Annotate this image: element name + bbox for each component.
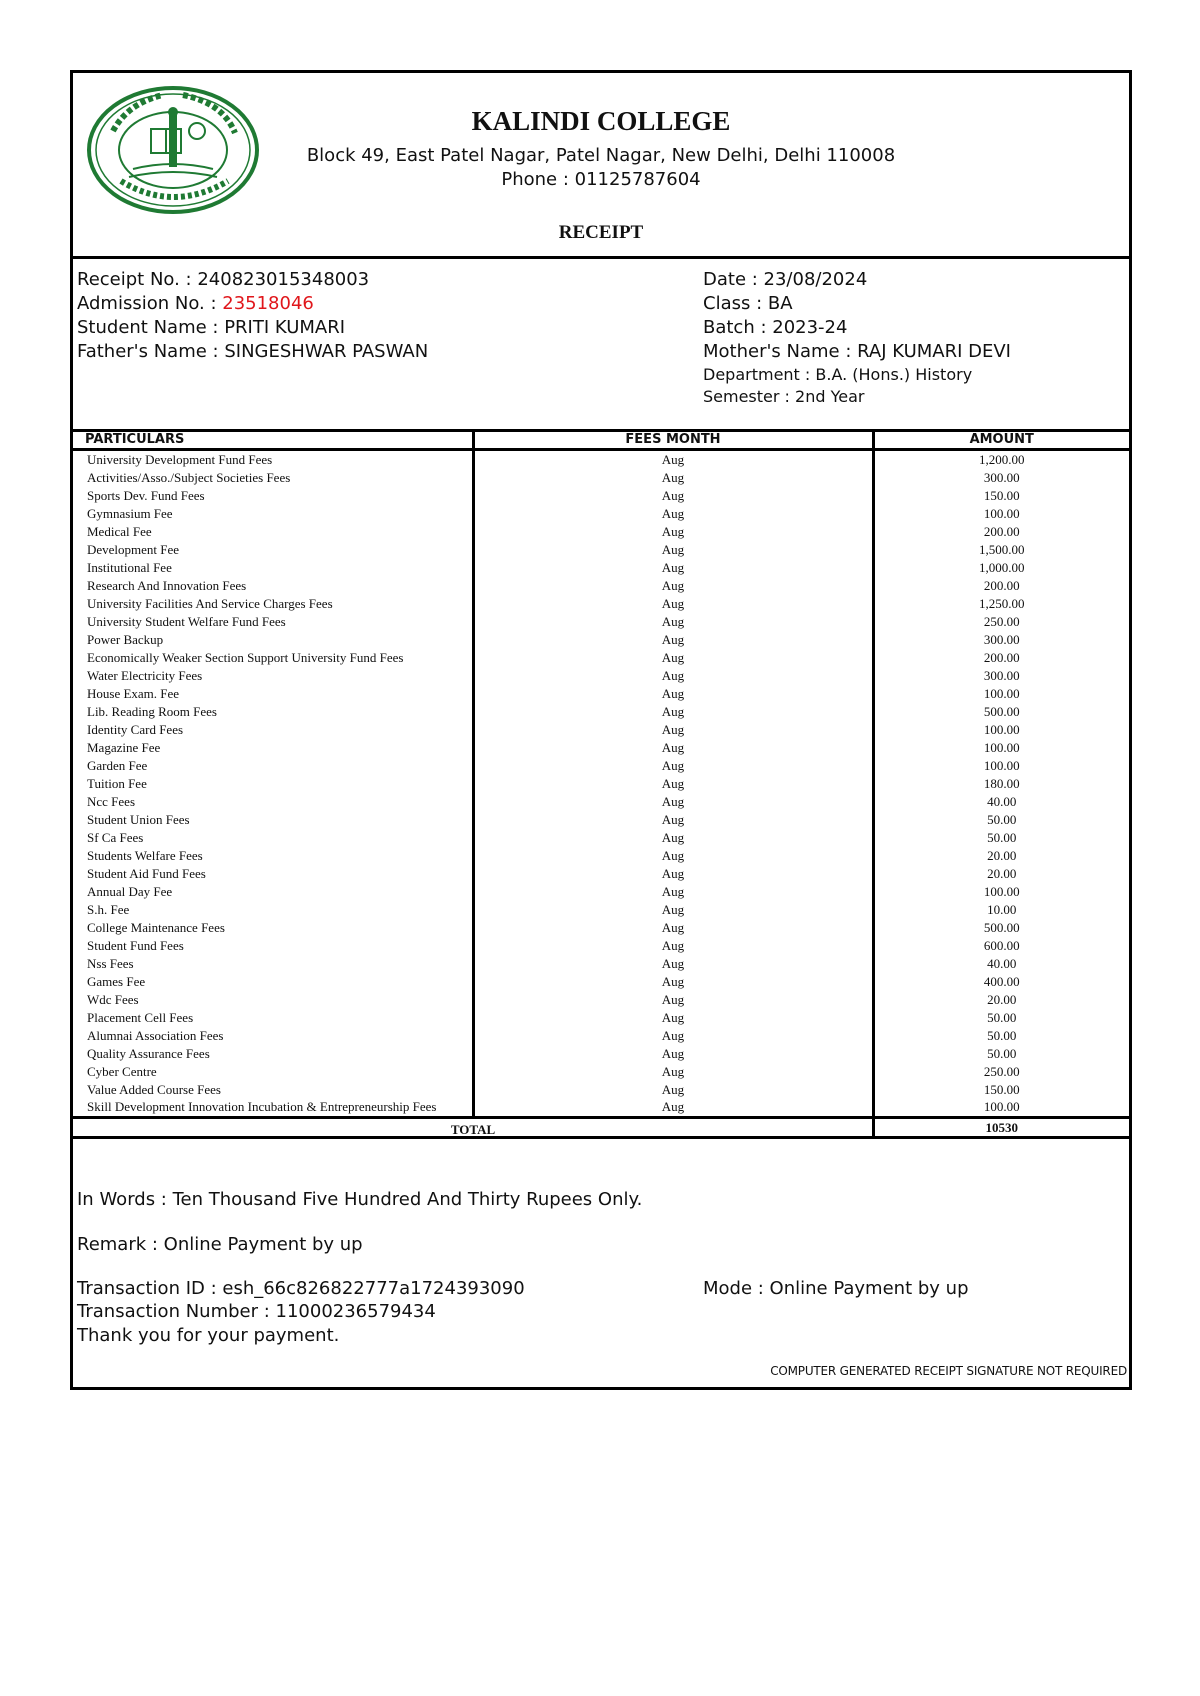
fee-amount: 100.00 [983,1099,1020,1114]
fee-particular: Nss Fees [73,955,473,973]
fee-amount: 300.00 [983,470,1020,485]
fee-month: Aug [473,631,873,649]
fee-amount: 50.00 [987,1046,1017,1061]
fee-amount: 100.00 [983,686,1020,701]
fee-particular: Magazine Fee [73,739,473,757]
fee-month: Aug [473,847,873,865]
fee-month: Aug [473,1027,873,1045]
fee-amount: 10.00 [987,902,1017,917]
fee-month: Aug [473,973,873,991]
fee-amount: 300.00 [983,632,1020,647]
table-row [73,541,1129,559]
fee-particular: University Development Fund Fees [73,450,473,470]
fee-particular: Value Added Course Fees [73,1081,473,1099]
receipt-header [73,73,1129,259]
fees-table-body [73,450,1129,1118]
table-row [73,559,1129,577]
fee-month: Aug [473,649,873,667]
fee-particular: Institutional Fee [73,559,473,577]
fee-particular: Sports Dev. Fund Fees [73,487,473,505]
fee-amount: 1,200.00 [979,452,1025,467]
thank-you-note: Thank you for your payment. [77,1325,340,1346]
column-header-particulars: PARTICULARS [73,432,473,450]
fee-particular: Development Fee [73,541,473,559]
fee-month: Aug [473,505,873,523]
table-row [73,775,1129,793]
class: Class : BA [703,293,793,314]
fee-month: Aug [473,757,873,775]
total-amount: 10530 [873,1118,1129,1138]
fee-month: Aug [473,883,873,901]
fee-amount: 1,500.00 [979,542,1025,557]
table-row [73,793,1129,811]
table-row [73,1063,1129,1081]
fee-amount: 100.00 [983,722,1020,737]
fee-month: Aug [473,559,873,577]
fee-amount: 150.00 [983,1082,1020,1097]
remark: Remark : Online Payment by up [77,1234,363,1255]
fee-month: Aug [473,721,873,739]
fee-month: Aug [473,1045,873,1063]
fee-month: Aug [473,487,873,505]
table-row [73,469,1129,487]
fee-amount: 20.00 [987,992,1017,1007]
fee-amount: 150.00 [983,488,1020,503]
fee-month: Aug [473,523,873,541]
department: Department : B.A. (Hons.) History [703,365,973,384]
table-row [73,955,1129,973]
table-row [73,847,1129,865]
table-row [73,703,1129,721]
fee-amount: 200.00 [983,524,1020,539]
fee-month: Aug [473,793,873,811]
fee-amount: 200.00 [983,578,1020,593]
fee-particular: Research And Innovation Fees [73,577,473,595]
table-row [73,577,1129,595]
fee-particular: Annual Day Fee [73,883,473,901]
table-row [73,487,1129,505]
student-info-section [73,259,1129,432]
fee-month: Aug [473,685,873,703]
table-row [73,901,1129,919]
college-address: Block 49, East Patel Nagar, Patel Nagar, New Delhi, Delhi 110008 [306,145,896,166]
table-row [73,1099,1129,1118]
fee-particular: Garden Fee [73,757,473,775]
fee-particular: Skill Development Innovation Incubation & Entrepreneurship Fees [73,1099,473,1118]
fee-amount: 250.00 [983,614,1020,629]
table-row [73,1027,1129,1045]
fee-particular: Lib. Reading Room Fees [73,703,473,721]
table-row [73,937,1129,955]
fee-amount: 100.00 [983,758,1020,773]
fee-amount: 300.00 [983,668,1020,683]
fee-month: Aug [473,595,873,613]
fee-amount: 500.00 [983,920,1020,935]
fee-particular: Medical Fee [73,523,473,541]
payment-mode: Mode : Online Payment by up [703,1278,969,1299]
table-row [73,613,1129,631]
fee-particular: Power Backup [73,631,473,649]
fee-month: Aug [473,775,873,793]
fee-amount: 100.00 [983,884,1020,899]
fee-month: Aug [473,955,873,973]
column-header-fees-month: FEES MONTH [473,432,873,450]
admission-number-label: Admission No. : [77,293,223,314]
table-row [73,631,1129,649]
fees-table [73,432,1129,1139]
student-name: Student Name : PRITI KUMARI [77,317,346,338]
fee-amount: 1,000.00 [979,560,1025,575]
fee-amount: 40.00 [987,956,1017,971]
fee-particular: Alumnai Association Fees [73,1027,473,1045]
fee-amount: 180.00 [983,776,1020,791]
fee-particular: Placement Cell Fees [73,1009,473,1027]
fee-amount: 400.00 [983,974,1020,989]
fee-particular: Tuition Fee [73,775,473,793]
fee-amount: 250.00 [983,1064,1020,1079]
fee-month: Aug [473,667,873,685]
table-row [73,865,1129,883]
fee-month: Aug [473,829,873,847]
receipt [70,70,1132,1390]
table-row [73,649,1129,667]
table-row [73,721,1129,739]
fee-amount: 20.00 [987,866,1017,881]
fee-month: Aug [473,991,873,1009]
table-row [73,450,1129,470]
fee-month: Aug [473,865,873,883]
table-header-row [73,432,1129,450]
fee-amount: 50.00 [987,1028,1017,1043]
table-row [73,523,1129,541]
fee-particular: Identity Card Fees [73,721,473,739]
receipt-number: Receipt No. : 240823015348003 [77,269,370,290]
mother-name: Mother's Name : RAJ KUMARI DEVI [703,341,1011,362]
fee-month: Aug [473,541,873,559]
fee-particular: Gymnasium Fee [73,505,473,523]
table-row [73,595,1129,613]
fee-particular: University Facilities And Service Charges Fees [73,595,473,613]
fee-month: Aug [473,450,873,470]
table-row [73,505,1129,523]
fee-month: Aug [473,613,873,631]
table-row [73,1045,1129,1063]
fee-particular: College Maintenance Fees [73,919,473,937]
table-row [73,757,1129,775]
fee-month: Aug [473,1063,873,1081]
fee-particular: University Student Welfare Fund Fees [73,613,473,631]
fee-month: Aug [473,1081,873,1099]
fee-particular: Sf Ca Fees [73,829,473,847]
fee-amount: 20.00 [987,848,1017,863]
admission-number-line [77,293,314,314]
fee-month: Aug [473,1009,873,1027]
fee-amount: 40.00 [987,794,1017,809]
transaction-id: Transaction ID : esh_66c826822777a1724393090 [77,1278,525,1299]
table-row [73,685,1129,703]
computer-generated-note: COMPUTER GENERATED RECEIPT SIGNATURE NOT REQUIRED [770,1364,1127,1378]
table-row [73,829,1129,847]
fee-amount: 100.00 [983,506,1020,521]
batch: Batch : 2023-24 [703,317,848,338]
fee-particular: S.h. Fee [73,901,473,919]
fee-month: Aug [473,703,873,721]
college-phone: Phone : 01125787604 [501,169,701,190]
fee-month: Aug [473,1099,873,1118]
fee-amount: 50.00 [987,812,1017,827]
table-row [73,667,1129,685]
fee-amount: 100.00 [983,740,1020,755]
fee-particular: Quality Assurance Fees [73,1045,473,1063]
fee-particular: Games Fee [73,973,473,991]
table-row [73,1009,1129,1027]
fee-month: Aug [473,577,873,595]
fee-month: Aug [473,937,873,955]
total-label: TOTAL [450,1122,496,1137]
college-name: KALINDI COLLEGE [471,106,731,136]
table-row [73,991,1129,1009]
receipt-title: RECEIPT [558,222,644,243]
fee-amount: 50.00 [987,1010,1017,1025]
fee-particular: House Exam. Fee [73,685,473,703]
fee-month: Aug [473,919,873,937]
table-row [73,1081,1129,1099]
fee-particular: Student Union Fees [73,811,473,829]
fee-particular: Cyber Centre [73,1063,473,1081]
table-row [73,973,1129,991]
semester: Semester : 2nd Year [703,387,865,406]
fee-amount: 200.00 [983,650,1020,665]
fee-amount: 500.00 [983,704,1020,719]
fee-amount: 50.00 [987,830,1017,845]
table-row [73,919,1129,937]
receipt-date: Date : 23/08/2024 [703,269,868,290]
fee-month: Aug [473,739,873,757]
transaction-number: Transaction Number : 11000236579434 [77,1301,436,1322]
fee-particular: Ncc Fees [73,793,473,811]
fee-particular: Activities/Asso./Subject Societies Fees [73,469,473,487]
admission-number: 23518046 [222,293,314,314]
fee-month: Aug [473,469,873,487]
column-header-amount: AMOUNT [873,432,1129,450]
fee-particular: Students Welfare Fees [73,847,473,865]
amount-in-words: In Words : Ten Thousand Five Hundred And Thirty Rupees Only. [77,1189,643,1210]
table-row [73,811,1129,829]
fee-amount: 600.00 [983,938,1020,953]
fee-particular: Water Electricity Fees [73,667,473,685]
fee-particular: Wdc Fees [73,991,473,1009]
table-row [73,739,1129,757]
fee-particular: Student Aid Fund Fees [73,865,473,883]
fee-amount: 1,250.00 [979,596,1025,611]
fee-month: Aug [473,811,873,829]
table-row [73,883,1129,901]
fee-particular: Economically Weaker Section Support University Fund Fees [73,649,473,667]
fee-particular: Student Fund Fees [73,937,473,955]
father-name: Father's Name : SINGESHWAR PASWAN [77,341,429,362]
fee-month: Aug [473,901,873,919]
